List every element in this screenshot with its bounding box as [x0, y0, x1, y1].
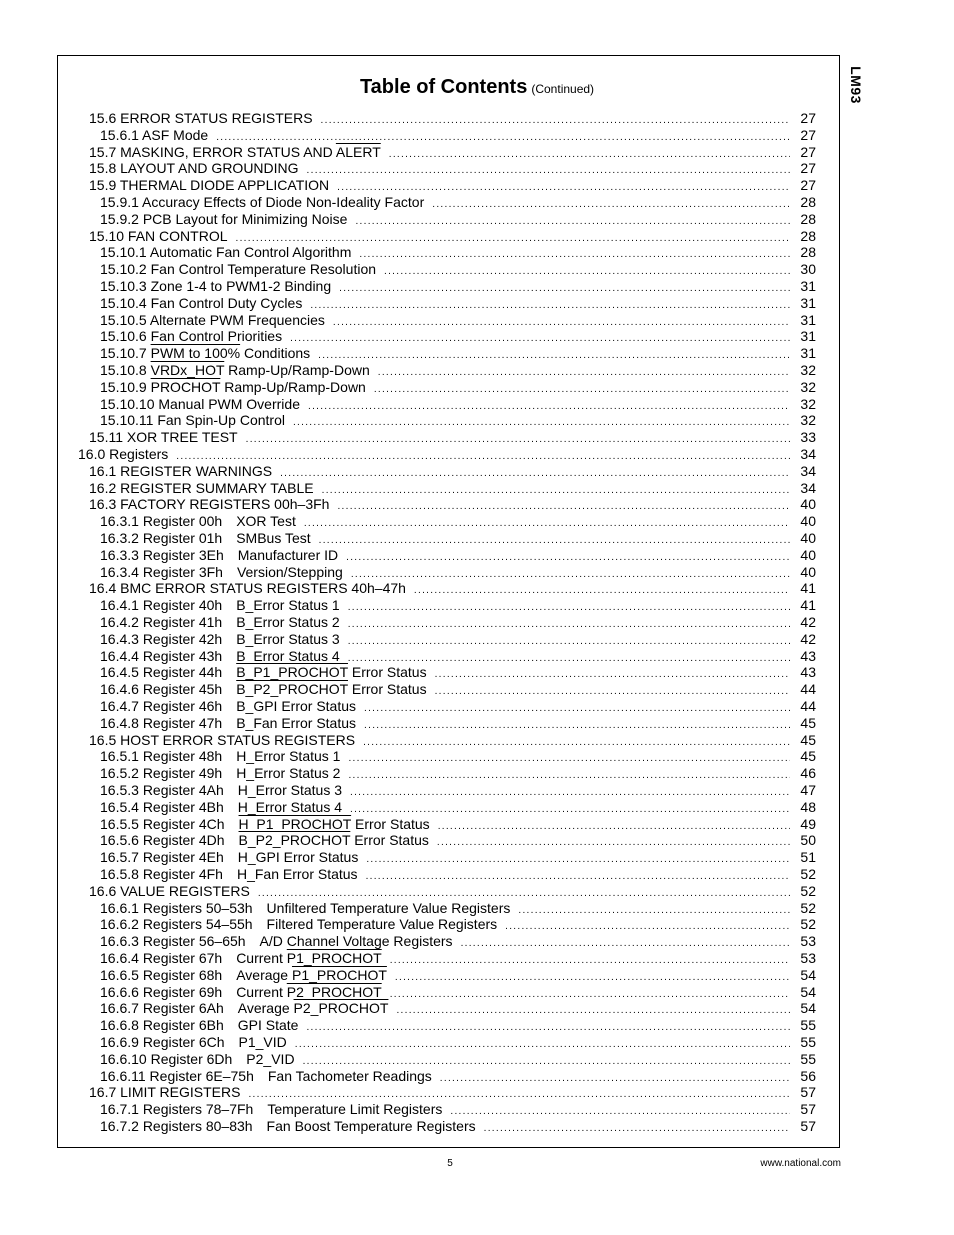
toc-entry-title: [100, 1017, 306, 1034]
toc-entry-text-suffix: Ramp-Up/Ramp-Down: [220, 378, 366, 395]
footer-url[interactable]: www.national.com: [760, 1158, 841, 1169]
toc-entry-text: 15.10.9: [100, 378, 151, 395]
toc-entry[interactable]: [100, 799, 816, 816]
toc-entry-signal-name: VRDx_HOT: [150, 362, 225, 378]
toc-entry[interactable]: [100, 664, 816, 681]
toc-entry[interactable]: [89, 144, 816, 161]
toc-entry-text: 16.3.1 Register 00h XOR Test: [100, 513, 296, 530]
toc-entry-signal-name: B_P2_PROCHOT: [238, 832, 351, 849]
toc-entry-page: 32: [800, 395, 816, 412]
toc-entry[interactable]: [100, 564, 816, 581]
toc-entry-title: [100, 127, 216, 144]
toc-entry[interactable]: [100, 362, 816, 379]
toc-entry-text: 16.4.4 Register 43h B_Error Status 4: [100, 647, 340, 664]
toc-entry-signal-name: B_P1_PROCHOT: [236, 664, 348, 681]
toc-entry-page: 50: [800, 832, 816, 849]
toc-entry-text: 15.9.2 PCB Layout for Minimizing Noise: [100, 210, 348, 227]
toc-entry-page: 55: [800, 1050, 816, 1067]
toc-entry-text: 16.7 LIMIT REGISTERS: [89, 1084, 241, 1101]
toc-entry[interactable]: [100, 1101, 816, 1118]
toc-entry[interactable]: [100, 211, 816, 228]
toc-entry-page: 31: [800, 345, 816, 362]
toc-entry-page: 31: [800, 294, 816, 311]
toc-entry-title: [100, 1051, 303, 1068]
toc-entry-title: [100, 664, 435, 681]
toc-entry-text: 15.7 MASKING, ERROR STATUS AND: [89, 143, 336, 160]
toc-entry-title: [100, 362, 378, 379]
toc-entry-text-suffix: Error Status: [350, 832, 429, 849]
toc-entry[interactable]: [100, 866, 816, 883]
toc-entry-page: 40: [800, 530, 816, 546]
toc-entry-title: [100, 631, 348, 648]
toc-entry-text: 15.10.11 Fan Spin-Up Control: [100, 412, 285, 429]
toc-entry[interactable]: [89, 177, 816, 194]
toc-entry-title: [100, 396, 308, 413]
toc-entry-text: 15.10.2 Fan Control Temperature Resolution: [100, 261, 377, 278]
toc-entry-title: [100, 278, 339, 295]
toc-entry-text: 16.7.1 Registers 78–7Fh Temperature Limit Registers: [100, 1101, 443, 1118]
toc-entry[interactable]: [100, 832, 816, 849]
toc-entry-title: [100, 782, 350, 799]
toc-entry-text: 15.10.3 Zone 1-4 to PWM1-2 Binding: [100, 278, 332, 294]
toc-entry-text: 16.6.11 Register 6E–75h Fan Tachometer Readings: [100, 1067, 432, 1084]
toc-entry-title: [89, 228, 236, 245]
toc-entry-page: 41: [800, 597, 816, 614]
toc-entry-page: 30: [800, 261, 816, 278]
toc-entry-page: 28: [800, 194, 816, 210]
toc-entry-page: 46: [800, 765, 816, 782]
toc-entry-text-suffix: Conditions: [240, 345, 311, 362]
toc-entry-text: 16.5 HOST ERROR STATUS REGISTERS: [89, 731, 356, 748]
toc-entry-title: [100, 849, 366, 866]
toc-entry[interactable]: [100, 530, 816, 547]
toc-entry-title: [100, 648, 348, 665]
toc-entry-title: [100, 765, 348, 782]
toc-entry-page: 40: [800, 496, 816, 513]
toc-entry-text: 16.5.3 Register 4Ah H_Error Status 3: [100, 782, 343, 798]
toc-entry-page: 43: [800, 647, 816, 664]
toc-entry-page: 28: [800, 210, 816, 227]
toc-entry-signal-name: PROCHOT: [150, 378, 221, 395]
toc-entry[interactable]: [100, 1034, 816, 1051]
toc-entry[interactable]: [100, 127, 816, 144]
toc-entry-title: [100, 984, 390, 1001]
toc-entry[interactable]: [100, 278, 816, 295]
toc-entry-page: 43: [800, 664, 816, 681]
toc-entry-signal-name: B_P2_PROCHOT: [236, 681, 348, 698]
toc-entry[interactable]: [89, 110, 816, 127]
toc-entry-page: 31: [800, 328, 816, 345]
toc-entry-text: 15.9 THERMAL DIODE APPLICATION: [89, 177, 330, 194]
dot-leader: [484, 1120, 790, 1137]
toc-entry-title: [100, 967, 395, 984]
toc-entry-page: 47: [800, 782, 816, 798]
toc-entry-text: 15.10.5 Alternate PWM Frequencies: [100, 311, 325, 328]
toc-entry[interactable]: [100, 1000, 816, 1017]
toc-entry-title: [89, 580, 414, 597]
toc-entry-title: [100, 597, 348, 614]
toc-entry-title: [100, 244, 359, 261]
toc-entry-title: [89, 429, 246, 446]
toc-entry-page: 32: [800, 412, 816, 429]
toc-entry[interactable]: [100, 328, 816, 345]
toc-entry-text: 16.5.7 Register 4Eh H_GPI Error Status: [100, 849, 359, 866]
toc-entry-page: 45: [800, 748, 816, 765]
toc-entry-title: [100, 681, 435, 698]
toc-entry-page: 41: [800, 580, 816, 597]
toc-entry-text: 16.4.8 Register 47h B_Fan Error Status: [100, 714, 357, 731]
toc-entry-title: [100, 916, 505, 933]
toc-entry[interactable]: [100, 412, 816, 429]
title-suffix: (Continued): [531, 82, 595, 96]
toc-entry[interactable]: [89, 580, 816, 597]
toc-entry-title: [100, 950, 390, 967]
toc-entry-text: 16.6.10 Register 6Dh P2_VID: [100, 1050, 295, 1067]
toc-entry-signal-name: P2_PROCHOT: [286, 983, 382, 1000]
toc-entry-page: 57: [800, 1084, 816, 1101]
toc-entry-text-suffix: Error Status: [347, 681, 427, 698]
toc-entry-page: 54: [800, 983, 816, 1000]
toc-entry-title: [89, 160, 307, 177]
toc-entry-title: [89, 883, 258, 900]
toc-entry[interactable]: [100, 933, 816, 950]
toc-entry-page: 52: [800, 882, 816, 899]
part-number-text: LM93: [848, 66, 865, 104]
toc-entry[interactable]: [78, 446, 816, 463]
toc-entry[interactable]: [100, 631, 816, 648]
toc-entry-title: [100, 513, 304, 530]
toc-entry[interactable]: [89, 160, 816, 177]
toc-entry-title: [100, 412, 293, 429]
toc-entry-page: 55: [800, 1034, 816, 1050]
toc-entry-text: 16.6.2 Registers 54–55h Filtered Temperature Value Registers: [100, 916, 498, 933]
toc-entry-page: 34: [800, 446, 816, 462]
toc-entry-title: [100, 530, 319, 547]
toc-entry-text: 15.10.10 Manual PWM Override: [100, 395, 300, 412]
toc-entry-title: [100, 261, 384, 278]
toc-entry-page: 34: [800, 462, 816, 479]
toc-entry-title: [100, 698, 364, 715]
toc-entry-signal-name: H_P1_PROCHOT: [238, 815, 352, 832]
toc-entry[interactable]: [89, 480, 816, 497]
toc-entry-title: [100, 295, 310, 312]
toc-entry[interactable]: [89, 732, 816, 749]
toc-entry-text-suffix: Ramp-Up/Ramp-Down: [224, 362, 370, 378]
toc-entry[interactable]: [89, 883, 816, 900]
toc-entry[interactable]: [100, 597, 816, 614]
toc-entry[interactable]: [100, 950, 816, 967]
toc-entry[interactable]: [100, 379, 816, 396]
toc-entry-text: 15.10.7: [100, 345, 151, 362]
toc-entry-signal-name: P2_PROCHOT: [293, 1000, 389, 1017]
toc-entry-text: 16.4.6 Register 45h: [100, 681, 237, 698]
toc-entry-text: 16.3.4 Register 3Fh Version/Stepping: [100, 563, 343, 580]
toc-entry-text: 16.6.6 Register 69h Current: [100, 983, 287, 1000]
toc-entry-page: 55: [800, 1017, 816, 1034]
toc-entry-text: 16.5.4 Register 4Bh H_Error Status 4: [100, 798, 343, 815]
footer-page-number: 5: [447, 1158, 453, 1169]
toc-entry[interactable]: [100, 648, 816, 665]
toc-entry-text: 16.0 Registers: [78, 446, 169, 462]
toc-entry[interactable]: [89, 463, 816, 480]
toc-entry-text: 15.10 FAN CONTROL: [89, 227, 228, 244]
toc-entry-page: 27: [800, 177, 816, 194]
toc-entry-page: 31: [800, 278, 816, 294]
toc-entry-title: [100, 328, 290, 345]
toc-entry-page: 40: [800, 546, 816, 563]
toc-entry-text: 16.3.3 Register 3Eh Manufacturer ID: [100, 546, 339, 563]
toc-entry-text: 16.2 REGISTER SUMMARY TABLE: [89, 479, 314, 496]
toc-entry-signal-name: P1_PROCHOT: [291, 966, 387, 983]
toc-entry-signal-name: PWM to 100%: [150, 345, 241, 362]
toc-entry[interactable]: [100, 967, 816, 984]
toc-entry[interactable]: [100, 513, 816, 530]
toc-entry[interactable]: [100, 765, 816, 782]
toc-entry-title: [89, 177, 337, 194]
toc-entry[interactable]: [100, 984, 816, 1001]
toc-entry-text: 16.6.4 Register 67h Current: [100, 950, 287, 966]
toc-entry-text: 16.4.7 Register 46h B_GPI Error Status: [100, 698, 357, 714]
toc-entry-title: [89, 110, 321, 127]
toc-entry-title: [100, 748, 348, 765]
toc-entry[interactable]: [89, 228, 816, 245]
toc-entry[interactable]: [89, 429, 816, 446]
toc-entry-text: 15.11 XOR TREE TEST: [89, 429, 238, 446]
toc-entry-title: [100, 564, 351, 581]
toc-entry-text: 15.9.1 Accuracy Effects of Diode Non-Ideality Factor: [100, 194, 425, 210]
toc-entry-text: 16.6.8 Register 6Bh GPI State: [100, 1017, 299, 1034]
toc-entry[interactable]: [100, 748, 816, 765]
toc-entry-text: 16.6 VALUE REGISTERS: [89, 882, 250, 899]
toc-entry-text: 15.10.1 Automatic Fan Control Algorithm: [100, 244, 352, 261]
toc-entry-page: 27: [800, 160, 816, 177]
toc-entry-title: [100, 1000, 396, 1017]
toc-entry-page: 28: [800, 227, 816, 244]
toc-entry-page: 33: [800, 429, 816, 446]
toc-entry-title: [100, 379, 374, 396]
toc-entry-page: 40: [800, 563, 816, 580]
toc-entry-text: 16.7.2 Registers 80–83h Fan Boost Temperature Registers: [100, 1118, 476, 1134]
toc-entry-page: 27: [800, 143, 816, 160]
toc-entry-text: 16.3 FACTORY REGISTERS 00h–3Fh: [89, 496, 330, 513]
toc-entry-page: 34: [800, 479, 816, 496]
toc-entry-page: 52: [800, 899, 816, 916]
toc-entry-title: [100, 1101, 450, 1118]
toc-entry-title: [89, 1084, 248, 1101]
toc-entry-text: 16.5.5 Register 4Ch: [100, 815, 239, 832]
toc-entry-page: 32: [800, 362, 816, 378]
toc-entry-page: 40: [800, 513, 816, 530]
toc-entry-text: 15.6.1 ASF Mode: [100, 126, 209, 143]
toc-entry-page: 27: [800, 126, 816, 143]
toc-entry[interactable]: [100, 782, 816, 799]
toc-entry[interactable]: [100, 295, 816, 312]
toc-entry-page: 54: [800, 1000, 816, 1017]
toc-entry-title: [100, 933, 461, 950]
toc-entry-text: 15.10.6 Fan Control Priorities: [100, 328, 283, 345]
toc-entry-title: [100, 866, 366, 883]
toc-entry[interactable]: [100, 194, 816, 211]
toc-entry-title: [100, 614, 348, 631]
toc-entry-text: 15.10.4 Fan Control Duty Cycles: [100, 294, 303, 311]
toc-entry-title: [100, 832, 437, 849]
toc-entry-text-suffix: Error Status: [347, 664, 427, 681]
toc-entry[interactable]: [100, 547, 816, 564]
toc-entry-title: [100, 547, 346, 564]
toc-entry[interactable]: [89, 1084, 816, 1101]
toc-entry[interactable]: [100, 244, 816, 261]
toc-entry-text: 16.5.2 Register 49h H_Error Status 2: [100, 765, 341, 782]
title-text: Table of Contents: [359, 76, 528, 98]
toc-entry-title: [100, 1068, 440, 1085]
toc-entry-title: [100, 345, 318, 362]
toc-entry-text: 16.4.1 Register 40h B_Error Status 1: [100, 597, 340, 614]
toc-entry-page: 52: [800, 916, 816, 933]
toc-entry-title: [100, 799, 350, 816]
toc-entry-text: 15.8 LAYOUT AND GROUNDING: [89, 160, 299, 177]
toc-entry-text-suffix: Error Status: [351, 815, 430, 832]
toc-entry[interactable]: [100, 715, 816, 732]
toc-entry-page: 51: [800, 849, 816, 866]
toc-entry-page: 27: [800, 110, 816, 126]
toc-entry[interactable]: [100, 312, 816, 329]
toc-entry-text: 16.6.9 Register 6Ch P1_VID: [100, 1034, 287, 1050]
toc-entry-text: 16.6.1 Registers 50–53h Unfiltered Temperature Value Registers: [100, 899, 511, 916]
toc-entry-title: [78, 446, 176, 463]
toc-entry-page: 53: [800, 933, 816, 950]
toc-entry-title: [100, 900, 518, 917]
toc-entry-text: 16.1 REGISTER WARNINGS: [89, 462, 273, 479]
toc-entry-title: [100, 194, 432, 211]
toc-entry-title: [100, 1034, 295, 1051]
toc-entry-page: 57: [800, 1101, 816, 1118]
toc-entry-page: 31: [800, 311, 816, 328]
toc-entry-page: 32: [800, 378, 816, 395]
toc-entry[interactable]: [89, 496, 816, 513]
toc-entry-title: [100, 312, 333, 329]
page-title: [0, 76, 954, 99]
toc-entry-title: [89, 144, 389, 161]
toc-entry-page: 44: [800, 681, 816, 698]
toc-entry[interactable]: [100, 261, 816, 278]
toc-entry-page: 53: [800, 950, 816, 966]
toc-entry-page: 42: [800, 630, 816, 647]
toc-entry-title: [100, 715, 364, 732]
toc-entry-page: 28: [800, 244, 816, 261]
toc-entry-page: 44: [800, 698, 816, 714]
toc-entry-text: 16.4.3 Register 42h B_Error Status 3: [100, 630, 340, 647]
toc-entry-signal-name: P1_PROCHOT: [286, 950, 382, 966]
toc-entry-signal-name: ALERT: [335, 143, 381, 160]
toc-entry-page: 52: [800, 866, 816, 882]
toc-entry-text: 16.4 BMC ERROR STATUS REGISTERS 40h–47h: [89, 580, 406, 597]
toc-entry[interactable]: [100, 900, 816, 917]
toc-entry-page: 45: [800, 714, 816, 731]
toc-entry-text: 16.4.5 Register 44h: [100, 664, 237, 681]
toc-entry-text: 16.6.5 Register 68h Average: [100, 966, 292, 983]
toc-entry-title: [100, 1118, 484, 1135]
toc-entry[interactable]: [100, 681, 816, 698]
toc-entry-page: 57: [800, 1118, 816, 1134]
toc-entry-text: 16.5.6 Register 4Dh: [100, 832, 239, 849]
toc-entry-title: [100, 816, 438, 833]
toc-entry-page: 45: [800, 731, 816, 748]
toc-entry[interactable]: [100, 1017, 816, 1034]
toc-entry-text: 16.6.7 Register 6Ah Average: [100, 1000, 294, 1017]
toc-entry[interactable]: [100, 1051, 816, 1068]
toc-entry[interactable]: [100, 345, 816, 362]
toc-entry[interactable]: [100, 614, 816, 631]
toc-entry[interactable]: [100, 916, 816, 933]
toc-entry-page: 54: [800, 966, 816, 983]
toc-entry-text: 16.5.8 Register 4Fh H_Fan Error Status: [100, 866, 358, 882]
toc-entry-page: 42: [800, 614, 816, 630]
toc-entry-text: 15.6 ERROR STATUS REGISTERS: [89, 110, 313, 126]
toc-entry-title: [100, 211, 355, 228]
toc-entry[interactable]: [100, 1118, 816, 1135]
toc-entry-title: [89, 480, 322, 497]
toc-entry[interactable]: [100, 849, 816, 866]
toc-entry[interactable]: [100, 816, 816, 833]
toc-entry[interactable]: [100, 396, 816, 413]
toc-entry-text: 16.3.2 Register 01h SMBus Test: [100, 530, 311, 546]
toc-entry-page: 48: [800, 798, 816, 815]
toc-entry-page: 49: [800, 815, 816, 832]
toc-entry-title: [89, 496, 337, 513]
toc-entry-text: 16.4.2 Register 41h B_Error Status 2: [100, 614, 340, 630]
toc-entry-title: [89, 732, 363, 749]
toc-entry-page: 56: [800, 1067, 816, 1084]
toc-entry-text: 16.5.1 Register 48h H_Error Status 1: [100, 748, 341, 765]
toc-entry-text: 15.10.8: [100, 362, 151, 378]
toc-entry[interactable]: [100, 1068, 816, 1085]
toc-entry[interactable]: [100, 698, 816, 715]
toc-entry-text: 16.6.3 Register 56–65h A/D Channel Voltage Registers: [100, 933, 453, 950]
toc-entry-title: [89, 463, 280, 480]
